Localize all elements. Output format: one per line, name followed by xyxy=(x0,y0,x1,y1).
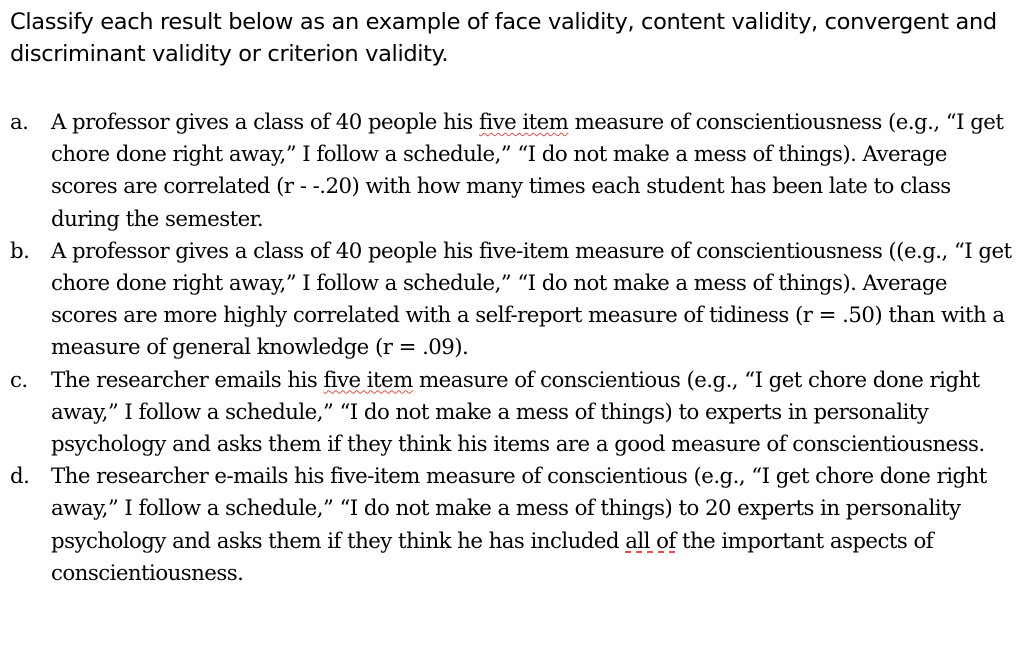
item-marker: b. xyxy=(10,238,30,264)
item-marker: d. xyxy=(10,464,30,490)
list-item-d xyxy=(10,461,1016,590)
item-text: measure of conscientiousness (e.g., “I get chore done right away,” I follow a schedule,” “I do not make a mess of things). Average scores are correlated (r - -.20) with how many times each student has been late to class during the semester. xyxy=(51,110,1004,232)
item-marker: c. xyxy=(10,367,28,393)
list-item-c xyxy=(10,365,1016,462)
item-text: A professor gives a class of 40 people his five-item measure of conscientiousness ((e.g., “I get chore done right away,” I follow a schedule,” “I do not make a mess of things). Average scores are more highly correlated with a self-report measure of tidiness (r = .50) than with a measure of general knowledge (r = .09). xyxy=(51,238,1012,361)
item-marker: a. xyxy=(10,110,29,135)
item-text: A professor gives a class of 40 people his xyxy=(51,110,480,135)
instructions-text: Classify each result below as an example of face validity, content validity, convergent and discriminant validity or criterion validity. xyxy=(10,9,997,67)
item-text: The researcher e-mails his five-item measure of conscientious (e.g., “I get chore done right away,” I follow a schedule,” “I do not make a mess of things) to 20 experts in personality psychology and asks them if they think he has included xyxy=(51,464,987,554)
item-text: measure of conscientious (e.g., “I get chore done right away,” I follow a schedule,” “I do not make a mess of things) to experts in personality psychology and asks them if they think his items are a good measure of conscientiousness. xyxy=(51,367,985,458)
question-list xyxy=(10,107,1016,590)
list-item-a xyxy=(10,107,1016,236)
spellcheck-underline: five item xyxy=(323,367,413,393)
item-text: The researcher emails his xyxy=(51,367,324,393)
document xyxy=(10,6,1016,586)
grammar-underline: all of xyxy=(625,528,676,554)
list-item-b xyxy=(10,236,1016,365)
item-text: the important aspects of conscientiousness. xyxy=(51,528,934,586)
spellcheck-underline: five item xyxy=(479,110,569,135)
